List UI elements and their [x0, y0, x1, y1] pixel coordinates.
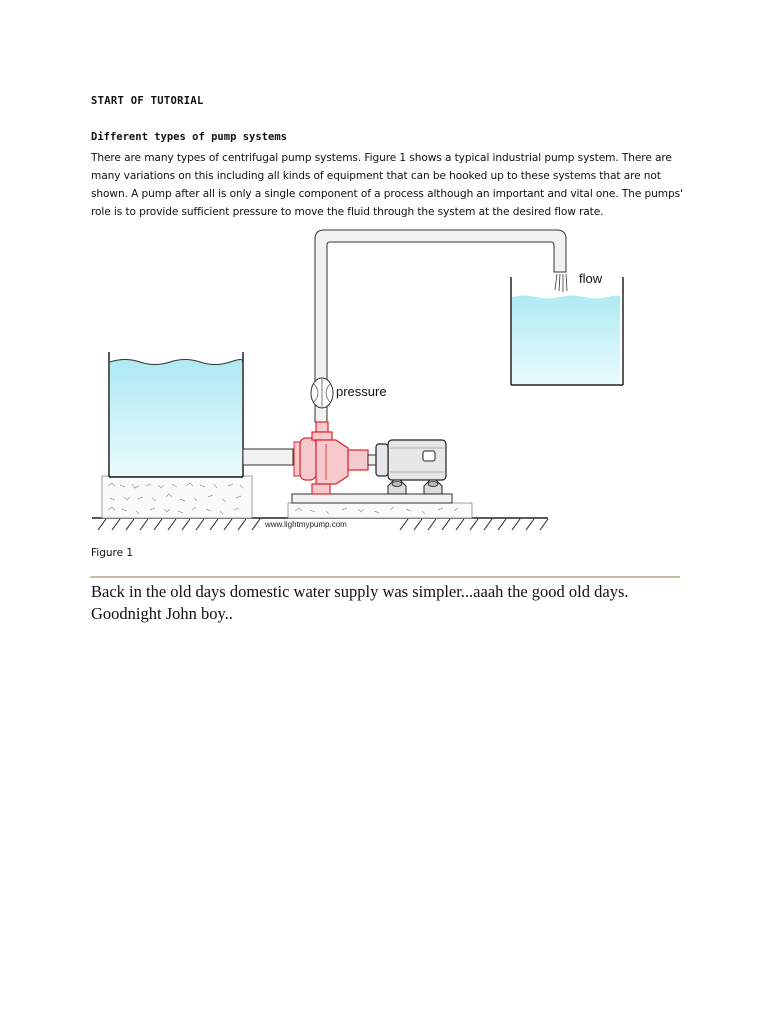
footer-line: Goodnight John boy..: [91, 604, 233, 623]
paragraph-line: shown. A pump after all is only a single component of a process although an important and vital one. The pumps': [91, 188, 683, 200]
paragraph-line: role is to provide sufficient pressure to move the fluid through the system at the desired flow rate.: [91, 206, 604, 218]
paragraph-line: There are many types of centrifugal pump systems. Figure 1 shows a typical industrial pump system. There are: [91, 152, 672, 164]
suction-pipe: [243, 449, 293, 465]
pump-foundation: [288, 494, 472, 518]
tutorial-heading: START OF TUTORIAL: [91, 95, 204, 107]
pressure-gauge: [311, 378, 333, 408]
centrifugal-pump: [294, 422, 368, 494]
destination-tank: [511, 277, 623, 385]
footer-comment: [91, 581, 691, 625]
pressure-label: pressure: [336, 384, 387, 399]
electric-motor: [376, 440, 446, 494]
source-tank: [109, 352, 243, 477]
pump-system-diagram: [90, 222, 603, 540]
paragraph-line: many variations on this including all kinds of equipment that can be hooked up to these systems that are not: [91, 170, 661, 182]
footer-line: Back in the old days domestic water supply was simpler...aaah the good old days.: [91, 582, 629, 601]
pump-system-figure: [90, 222, 603, 540]
left-tank-foundation: [102, 476, 252, 518]
section-subheading: Different types of pump systems: [91, 131, 287, 143]
intro-paragraph: [91, 149, 691, 221]
figure-caption: Figure 1: [91, 547, 134, 559]
flow-label: flow: [579, 271, 603, 286]
flow-streaks: [555, 274, 567, 292]
section-divider: [90, 576, 680, 578]
watermark-text: www.lightmypump.com: [265, 520, 347, 529]
